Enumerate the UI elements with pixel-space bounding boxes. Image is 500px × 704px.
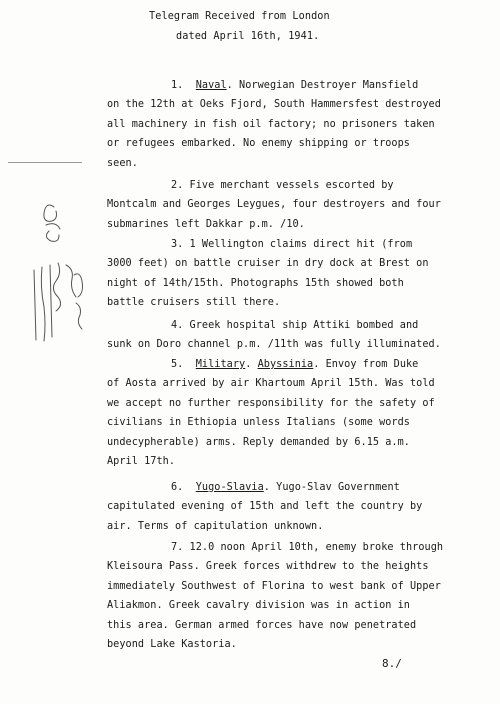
text-line: beyond Lake Kastoria. <box>107 639 237 651</box>
margin-rule <box>8 162 82 163</box>
continuation-marker: 8./ <box>382 657 402 670</box>
text-line: night of 14th/15th. Photographs 15th showed both <box>107 277 404 289</box>
paragraph-3 <box>107 235 447 313</box>
text-line: on the 12th at Oeks Fjord, South Hammersfest destroyed <box>107 99 441 111</box>
text-line: immediately Southwest of Florina to west bank of Upper <box>107 580 441 592</box>
text-line: or refugees embarked. No enemy shipping or troops <box>107 138 410 150</box>
text-line: Aliakmon. Greek cavalry division was in action in <box>107 600 410 612</box>
line-text: . Envoy from Duke <box>313 359 419 370</box>
paragraph-6-first-line <box>107 478 447 497</box>
paragraph-5-first-line <box>107 355 447 374</box>
text-line: sunk on Doro channel p.m. /11th was fully illuminated. <box>107 339 441 351</box>
paragraph-3-first-line: 3. 1 Wellington claims direct hit (from <box>171 239 413 250</box>
paragraph-1 <box>107 76 447 173</box>
text-line: undecypherable) arms. Reply demanded by 6.15 a.m. <box>107 436 410 448</box>
text-line: we accept no further responsibility for the safety of <box>107 397 435 409</box>
text-line: Montcalm and Georges Leygues, four destroyers and four <box>107 199 441 211</box>
text-line: Kleisoura Pass. Greek forces withdrew to the heights <box>107 561 429 573</box>
section-label-military: Military <box>195 359 246 370</box>
telegram-date: dated April 16th, 1941. <box>176 31 320 42</box>
text-line: air. Terms of capitulation unknown. <box>107 520 324 532</box>
section-label-naval: Naval <box>195 80 227 91</box>
line-text: . Yugo-Slav Government <box>263 482 400 493</box>
line-text: . <box>245 359 258 370</box>
paragraph-2 <box>107 176 447 234</box>
paragraph-4 <box>107 316 447 355</box>
paragraph-1-first-line <box>107 76 447 95</box>
text-line: submarines left Dakkar p.m. /10. <box>107 218 305 230</box>
text-line: this area. German armed forces have now penetrated <box>107 619 417 631</box>
text-line: all machinery in fish oil factory; no prisoners taken <box>107 118 435 130</box>
paragraph-2-first-line: 2. Five merchant vessels escorted by <box>171 180 394 191</box>
text-line: civilians in Ethiopia unless Italians (some words <box>107 417 410 429</box>
text-line: seen. <box>107 157 138 169</box>
paragraph-4-first-line: 4. Greek hospital ship Attiki bombed and <box>171 320 419 331</box>
section-label-yugo-slavia: Yugo-Slavia <box>195 482 264 493</box>
telegram-title: Telegram Received from London <box>149 11 330 22</box>
handwritten-margin-annotation <box>4 195 99 345</box>
section-label-abyssinia: Abyssinia <box>257 359 314 370</box>
text-line: capitulated evening of 15th and left the country by <box>107 501 423 513</box>
text-line: April 17th. <box>107 456 176 468</box>
paragraph-number: 6. <box>171 482 184 493</box>
paragraph-7 <box>107 538 447 654</box>
text-line: of Aosta arrived by air Khartoum April 15th. Was told <box>107 378 435 390</box>
paragraph-number: 1. <box>171 80 184 91</box>
paragraph-5 <box>107 355 447 471</box>
text-line: 3000 feet) on battle cruiser in dry dock at Brest on <box>107 258 429 270</box>
paragraph-6 <box>107 478 447 536</box>
line-text: . Norwegian Destroyer Mansfield <box>226 80 419 91</box>
text-line: battle cruisers still there. <box>107 297 281 309</box>
paragraph-number: 5. <box>171 359 184 370</box>
paragraph-7-first-line: 7. 12.0 noon April 10th, enemy broke through <box>171 542 444 553</box>
